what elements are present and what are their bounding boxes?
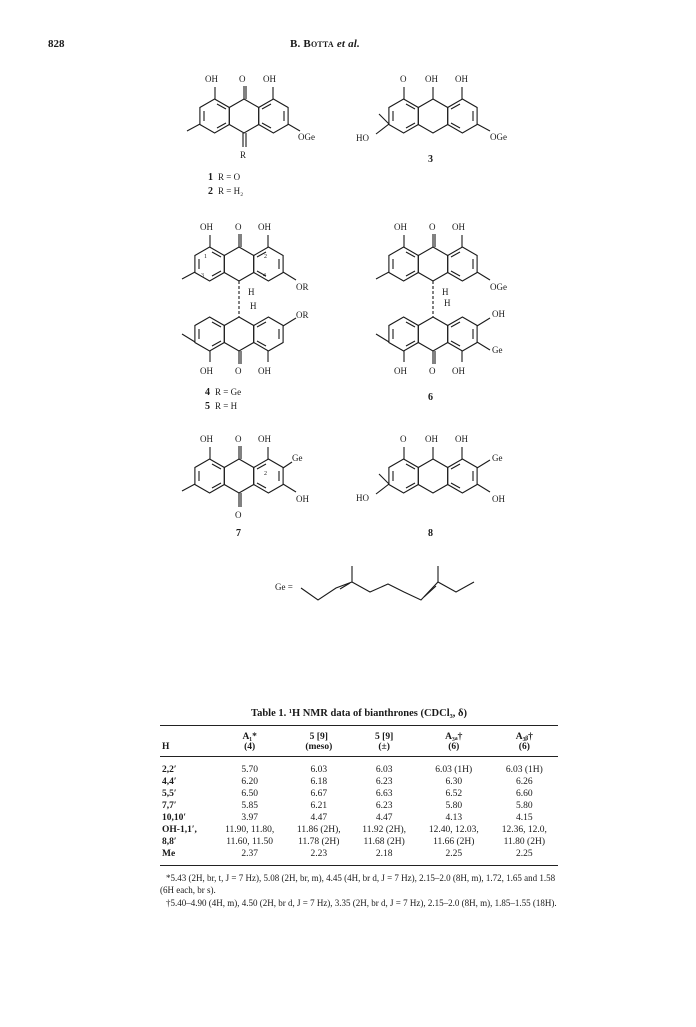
s1-oh-right: OH bbox=[263, 74, 276, 84]
table-cell: 6.03 (1H) bbox=[435, 765, 473, 775]
table-body bbox=[160, 757, 558, 866]
table-cell: 11.92 (2H), bbox=[362, 825, 407, 835]
structure-6 bbox=[376, 222, 507, 403]
s1-oge: OGe bbox=[298, 132, 315, 142]
table-cell: 2.18 bbox=[351, 848, 416, 866]
table-cell: 6.23 bbox=[375, 801, 393, 811]
s1-o-center: O bbox=[239, 74, 246, 84]
table-header-cell: (6) bbox=[417, 742, 491, 757]
s3-oge: OGe bbox=[490, 132, 507, 142]
table-cell: 6.20 bbox=[241, 777, 258, 787]
s7-oh-left: OH bbox=[200, 434, 213, 444]
table-row bbox=[160, 848, 558, 866]
table-row-label: 7,7′ bbox=[162, 801, 177, 811]
s3-label: 3 bbox=[428, 154, 433, 165]
footnote-2: †5.40–4.90 (4H, m), 4.50 (2H, br d, J = 7 Hz), 3.35 (2H, br d, J = 7 Hz), 2.15–2.0 (8H, m), 1.85–1.55 (18H). bbox=[166, 898, 557, 908]
table-row bbox=[160, 800, 558, 812]
table-header-cell: (6) bbox=[491, 742, 558, 757]
s6-ge: Ge bbox=[492, 345, 503, 355]
s3-ho: HO bbox=[356, 133, 369, 143]
s6-bot-oh-right: OH bbox=[452, 366, 465, 376]
table-row bbox=[160, 836, 558, 848]
s8-ge: Ge bbox=[492, 453, 503, 463]
s7-ge: Ge bbox=[292, 453, 303, 463]
s45-or-bottom: OR bbox=[296, 310, 309, 320]
table-header-cell: (meso) bbox=[286, 742, 351, 757]
s3-oh-right: OH bbox=[455, 74, 468, 84]
s45-top-oh-left: OH bbox=[200, 222, 213, 232]
table-row-label: 10,10′ bbox=[162, 813, 187, 823]
table-cell: 12.36, 12.0, bbox=[501, 825, 547, 835]
table-cell: 2.25 bbox=[417, 848, 491, 866]
s6-label: 6 bbox=[428, 392, 433, 403]
footnote-1: *5.43 (2H, br, t, J = 7 Hz), 5.08 (2H, br, m), 4.45 (4H, br d, J = 7 Hz), 2.15–2.0 (8H, m), 1.72, 1.65 and 1.58 (6H each, br s). bbox=[160, 873, 556, 895]
table-cell: 6.03 bbox=[375, 765, 393, 775]
table-row-label: 4,4′ bbox=[162, 777, 177, 787]
s7-oh-right: OH bbox=[258, 434, 271, 444]
table-header-cell: (4) bbox=[213, 742, 286, 757]
table-cell: 6.26 bbox=[516, 777, 533, 787]
table-cell: 6.50 bbox=[241, 789, 258, 799]
table-cell: 6.60 bbox=[516, 789, 533, 799]
s1-oh-left: OH bbox=[205, 74, 218, 84]
structure-3 bbox=[356, 74, 507, 165]
s45-r-eq-5: R = H bbox=[215, 401, 238, 411]
s6-oh-side: OH bbox=[492, 309, 505, 319]
table-row bbox=[160, 824, 558, 836]
table-cell: 6.03 (1H) bbox=[505, 765, 543, 775]
s45-r-eq-4: R = Ge bbox=[215, 387, 242, 397]
s8-oh-side: OH bbox=[492, 494, 505, 504]
table-cell: 6.67 bbox=[310, 789, 328, 799]
table-header-cell: 5 [9] bbox=[351, 726, 416, 743]
structure-1-2 bbox=[187, 74, 315, 197]
s8-o: O bbox=[400, 434, 407, 444]
s45-num-1: 1 bbox=[204, 254, 207, 260]
s6-bot-oh-left: OH bbox=[394, 366, 407, 376]
s45-top-oh-right: OH bbox=[258, 222, 271, 232]
table-cell: 6.63 bbox=[375, 789, 393, 799]
table-header-cell: H bbox=[160, 742, 213, 757]
s45-h-top: H bbox=[248, 287, 255, 297]
s6-top-o: O bbox=[429, 222, 436, 232]
table-cell: 4.47 bbox=[310, 813, 328, 823]
s1-label-2: 2 bbox=[208, 186, 213, 197]
table-caption: Table 1. ¹H NMR data of bianthrones (CDCl₃, δ) bbox=[251, 708, 467, 719]
s45-num-4: 4 bbox=[263, 273, 266, 279]
table-cell: 6.03 bbox=[310, 765, 328, 775]
table-cell: 6.21 bbox=[310, 801, 328, 811]
nmr-table-block bbox=[160, 708, 558, 910]
table-cell: 2.25 bbox=[491, 848, 558, 866]
s1-label-1: 1 bbox=[208, 172, 213, 183]
s45-num-2: 2 bbox=[264, 254, 267, 260]
s8-oh-left: OH bbox=[425, 434, 438, 444]
s7-oh-side: OH bbox=[296, 494, 309, 504]
table-cell: 6.18 bbox=[310, 777, 328, 787]
s8-label: 8 bbox=[428, 528, 433, 539]
table-cell: 4.13 bbox=[445, 813, 463, 823]
table-header-cell: A₃ᵦ† bbox=[491, 726, 558, 743]
structure-7 bbox=[182, 434, 309, 539]
s45-top-o: O bbox=[235, 222, 242, 232]
running-head-etal: et al. bbox=[336, 38, 361, 50]
s6-oge: OGe bbox=[490, 282, 507, 292]
s6-top-oh-left: OH bbox=[394, 222, 407, 232]
table-header-cell: 5 [9] bbox=[286, 726, 351, 743]
table-cell: 4.15 bbox=[516, 813, 533, 823]
table-row-label: 8,8′ bbox=[162, 837, 177, 847]
s45-label-5: 5 bbox=[205, 401, 210, 412]
s45-bot-oh-left: OH bbox=[200, 366, 213, 376]
table-cell: 6.30 bbox=[445, 777, 463, 787]
table-cell: 11.68 (2H) bbox=[363, 837, 405, 847]
s45-or-top: OR bbox=[296, 282, 309, 292]
table-row-label: OH-1,1′, bbox=[162, 825, 197, 835]
page-number: 828 bbox=[48, 38, 65, 50]
s1-r-eq-2: R = H₂ bbox=[218, 186, 244, 196]
table-cell: 2.37 bbox=[213, 848, 286, 866]
s45-num-3: 3 bbox=[201, 273, 204, 279]
s3-o: O bbox=[400, 74, 407, 84]
s6-h-top: H bbox=[442, 287, 449, 297]
s6-top-oh-right: OH bbox=[452, 222, 465, 232]
table-cell: 12.40, 12.03, bbox=[428, 825, 479, 835]
table-header-row-1 bbox=[160, 726, 558, 743]
s45-h-bottom: H bbox=[250, 301, 257, 311]
table-cell: 3.97 bbox=[241, 813, 258, 823]
running-head-author: B. Botta bbox=[290, 38, 334, 50]
table-footnotes bbox=[160, 872, 558, 909]
table-row-label: Me bbox=[160, 848, 213, 866]
table-cell: 11.78 (2H) bbox=[298, 837, 340, 847]
table-cell: 5.80 bbox=[445, 801, 463, 811]
s7-num-2: 2 bbox=[264, 471, 267, 477]
s45-label-4: 4 bbox=[205, 387, 210, 398]
s3-oh-left: OH bbox=[425, 74, 438, 84]
table-row-label: 2,2′ bbox=[162, 765, 177, 775]
table-cell: 5.80 bbox=[516, 801, 533, 811]
table-cell: 5.85 bbox=[241, 801, 258, 811]
table-header-cell: A₃ₐ† bbox=[417, 726, 491, 743]
table-row bbox=[160, 776, 558, 788]
s7-o-bottom: O bbox=[235, 510, 242, 520]
table-cell: 11.60, 11.50 bbox=[226, 837, 274, 847]
s45-bot-o: O bbox=[235, 366, 242, 376]
table-cell: 11.86 (2H), bbox=[296, 825, 341, 835]
table-row bbox=[160, 757, 558, 777]
table-cell: 6.23 bbox=[375, 777, 393, 787]
s6-h-bottom: H bbox=[444, 298, 451, 308]
ge-def-label: Ge = bbox=[275, 582, 293, 592]
table-header-cell bbox=[160, 726, 213, 743]
s8-ho: HO bbox=[356, 493, 369, 503]
s6-bot-o: O bbox=[429, 366, 436, 376]
s1-r: R bbox=[240, 150, 247, 160]
table-cell: 5.70 bbox=[241, 765, 258, 775]
table-cell: 11.90, 11.80, bbox=[225, 825, 275, 835]
table-header-cell: A₁* bbox=[213, 726, 286, 743]
table-cell: 11.66 (2H) bbox=[433, 837, 475, 847]
table-cell: 4.47 bbox=[375, 813, 393, 823]
table-row bbox=[160, 812, 558, 824]
table-cell: 11.80 (2H) bbox=[503, 837, 545, 847]
nmr-table bbox=[160, 725, 558, 866]
table-header-cell: (±) bbox=[351, 742, 416, 757]
s1-r-eq-1: R = O bbox=[218, 172, 241, 182]
geranyl-definition bbox=[275, 566, 474, 600]
table-row-label: 5,5′ bbox=[162, 789, 177, 799]
table-row bbox=[160, 788, 558, 800]
structure-4-5 bbox=[182, 222, 309, 412]
s45-bot-oh-right: OH bbox=[258, 366, 271, 376]
s8-oh-right: OH bbox=[455, 434, 468, 444]
table-header-row-2 bbox=[160, 742, 558, 757]
table-cell: 2.23 bbox=[286, 848, 351, 866]
s7-o-center: O bbox=[235, 434, 242, 444]
s7-label: 7 bbox=[236, 528, 241, 539]
table-cell: 6.52 bbox=[445, 789, 463, 799]
structure-8 bbox=[356, 434, 505, 539]
